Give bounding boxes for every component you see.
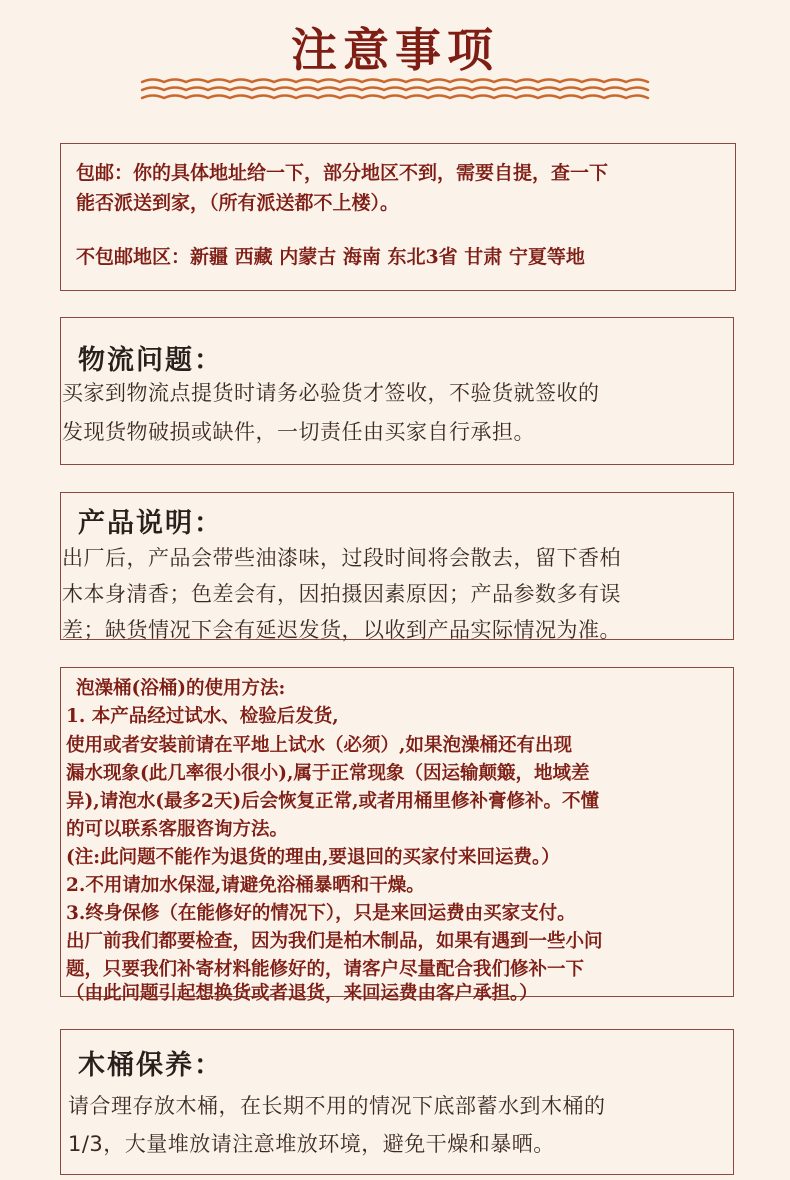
usage-line-4: 异),请泡水(最多2天)后会恢复正常,或者用桶里修补膏修补。不懂 xyxy=(66,791,600,812)
usage-line-11: （由此问题引起想换货或者退货，来回运费由客户承担。） xyxy=(66,983,538,1004)
logistics-line-1: 买家到物流点提货时请务必验货才签收，不验货就签收的 xyxy=(62,381,600,405)
usage-line-7: 2.不用请加水保湿,请避免浴桶暴晒和干燥。 xyxy=(66,875,425,896)
usage-line-1: 1. 本产品经过试水、检验后发货, xyxy=(66,706,339,727)
usage-line-6: (注:此问题不能作为退货的理由,要退回的买家付来回运费。） xyxy=(66,847,560,868)
usage-line-2: 使用或者安装前请在平地上试水（必须）,如果泡澡桶还有出现 xyxy=(66,735,572,756)
care-line-1: 请合理存放木桶，在长期不用的情况下底部蓄水到木桶的 xyxy=(68,1094,606,1118)
usage-line-3: 漏水现象(此几率很小很小),属于正常现象（因运输颠簸，地域差 xyxy=(66,763,590,784)
usage-line-10: 题，只要我们补寄材料能修好的，请客户尽量配合我们修补一下 xyxy=(66,959,585,980)
product-line-3: 差；缺货情况下会有延迟发货，以收到产品实际情况为准。 xyxy=(62,618,621,642)
product-line-2: 木本身清香；色差会有，因拍摄因素原因；产品参数多有误 xyxy=(62,582,621,606)
product-line-1: 出厂后，产品会带些油漆味，过段时间将会散去，留下香柏 xyxy=(62,546,621,570)
usage-line-9: 出厂前我们都要检查，因为我们是柏木制品，如果有遇到一些小问 xyxy=(66,931,603,952)
page-title: 注意事项 xyxy=(291,23,499,77)
care-heading: 木桶保养： xyxy=(78,1050,223,1081)
shipping-excluded-regions: 不包邮地区：新疆 西藏 内蒙古 海南 东北3省 甘肃 宁夏等地 xyxy=(76,246,585,268)
product-heading: 产品说明： xyxy=(78,508,223,539)
shipping-line-2: 能否派送到家，（所有派送都不上楼）。 xyxy=(76,192,400,214)
wave-divider-decoration xyxy=(140,76,655,106)
wave-line xyxy=(142,96,648,99)
wave-line xyxy=(142,80,648,83)
shipping-line-1: 包邮：你的具体地址给一下，部分地区不到，需要自提，查一下 xyxy=(76,162,609,184)
logistics-heading: 物流问题： xyxy=(78,345,223,376)
wave-line xyxy=(142,88,648,91)
usage-line-5: 的可以联系客服咨询方法。 xyxy=(66,819,289,840)
care-line-2: 1/3，大量堆放请注意堆放环境，避免干燥和暴晒。 xyxy=(68,1132,555,1156)
logistics-line-2: 发现货物破损或缺件，一切责任由买家自行承担。 xyxy=(62,420,535,444)
usage-heading: 泡澡桶(浴桶)的使用方法: xyxy=(76,678,286,699)
usage-line-8: 3.终身保修（在能修好的情况下），只是来回运费由买家支付。 xyxy=(66,903,576,924)
